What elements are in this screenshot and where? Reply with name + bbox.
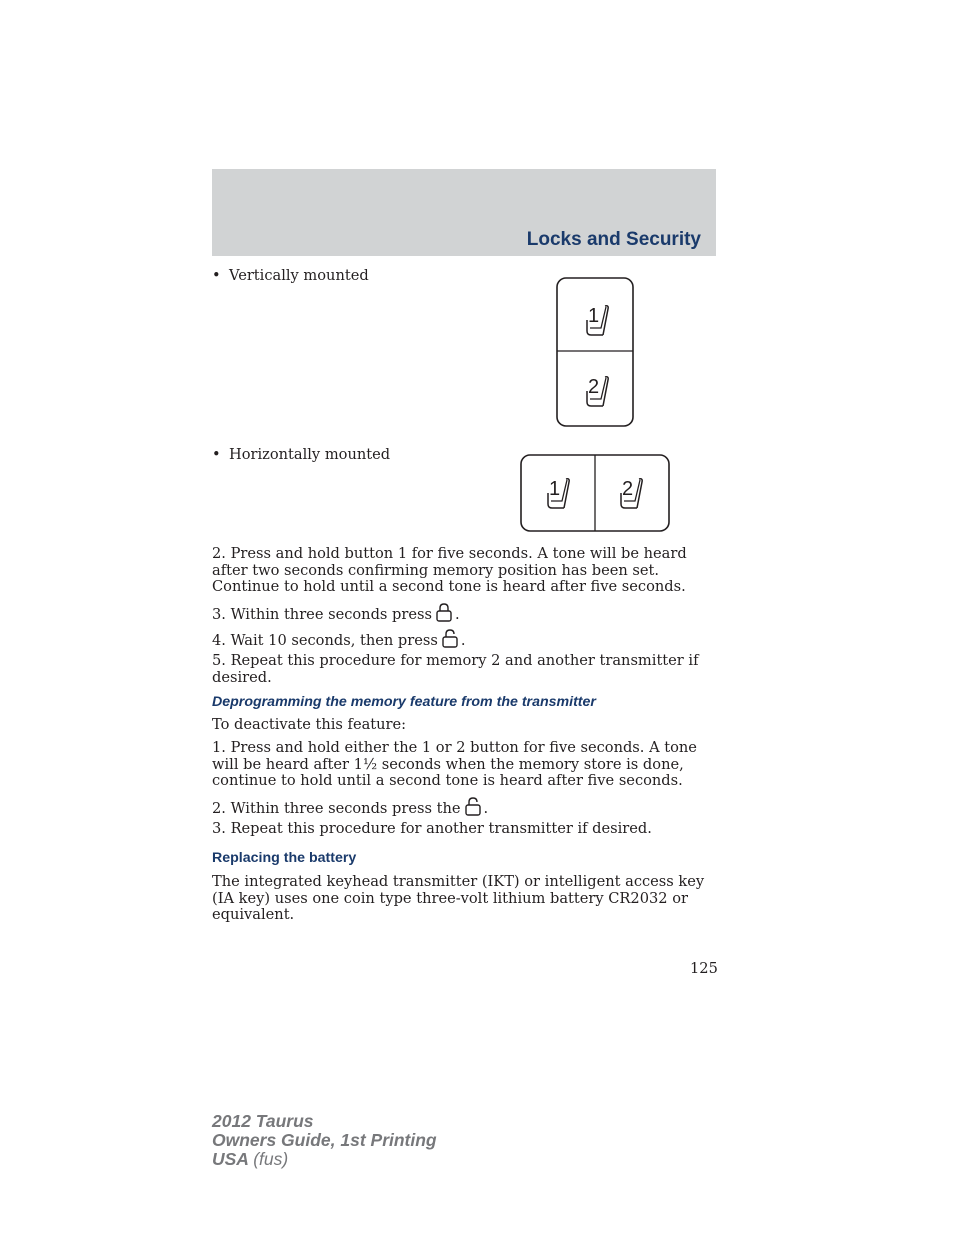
section-header-band [212,169,716,256]
lock-icon [435,603,453,627]
step-3-end: . [454,606,460,623]
deprogramming-step-2-end: . [483,800,489,817]
document-footer [212,1112,437,1169]
memory-button-2-label: 2 [622,478,634,500]
memory-button-1-label: 1 [549,478,561,500]
step-3-text: 3. Within three seconds press [212,606,432,623]
step-3-paragraph [212,603,722,627]
page-number: 125 [690,960,718,977]
section-title: Locks and Security [526,229,701,250]
footer-edition: Owners Guide, 1st Printing [212,1130,437,1150]
bullet-horizontally-mounted-label: Horizontally mounted [229,446,391,463]
step-4-paragraph [212,629,722,653]
footer-region-suffix: (fus) [253,1149,289,1169]
bullet-vertically-mounted: • Vertically mounted [212,267,369,284]
bullet-horizontally-mounted: • Horizontally mounted [212,446,391,463]
step-4-end: . [460,632,466,649]
step-4-text: 4. Wait 10 seconds, then press [212,632,438,649]
step-2-paragraph: 2. Press and hold button 1 for five seconds. A tone will be heard after two seconds confirming memory position has been set. Continue to hold until a second tone is heard after five seconds. [212,545,687,595]
deprogramming-step-1: 1. Press and hold either the 1 or 2 button for five seconds. A tone will be heard after 1½ seconds when the memory store is done, continue to hold until a second tone is heard after five seconds. [212,739,697,789]
battery-paragraph: The integrated keyhead transmitter (IKT) or intelligent access key (IA key) uses one coin type three-volt lithium battery CR2032 or equivalent. [212,873,705,923]
footer-region [212,1150,437,1169]
horizontal-memory-switch [518,452,674,536]
footer-region-code: USA [212,1149,249,1169]
deprogramming-step-2 [212,797,722,821]
unlock-icon [441,629,459,653]
footer-model-year: 2012 Taurus [212,1111,314,1131]
unlock-icon [464,797,482,821]
deprogramming-intro: To deactivate this feature: [212,716,407,733]
vertical-memory-switch [554,275,638,430]
battery-heading: Replacing the battery [212,850,357,866]
deprogramming-step-3: 3. Repeat this procedure for another transmitter if desired. [212,820,652,837]
step-5-paragraph: 5. Repeat this procedure for memory 2 and another transmitter if desired. [212,652,699,686]
memory-button-1-label: 1 [588,305,600,327]
memory-button-2-label: 2 [588,376,600,398]
deprogramming-heading: Deprogramming the memory feature from the transmitter [212,694,596,710]
bullet-vertically-mounted-label: Vertically mounted [229,267,369,284]
deprogramming-step-2-text: 2. Within three seconds press the [212,800,461,817]
